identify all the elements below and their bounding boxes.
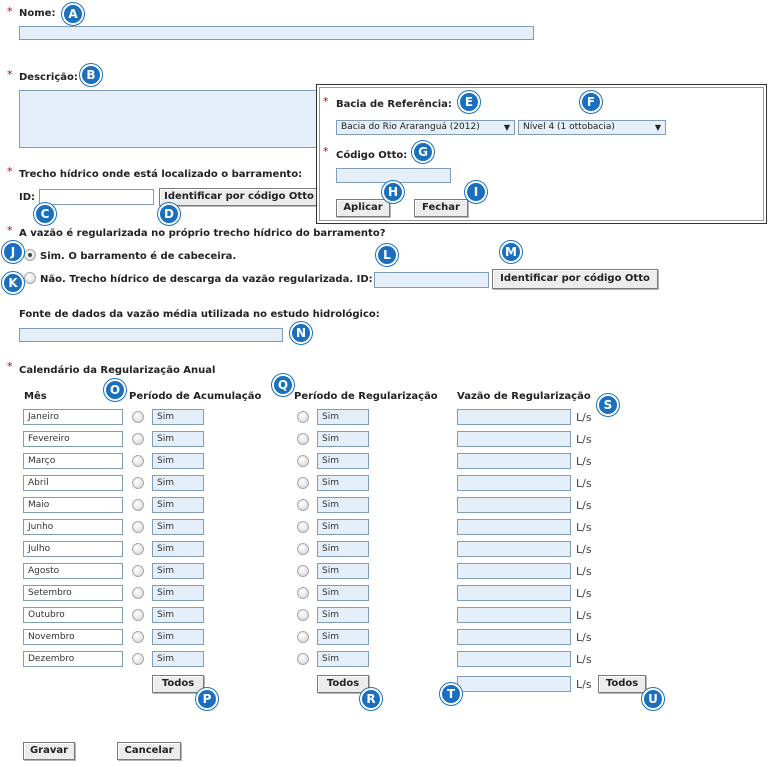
marker-k: K — [2, 272, 24, 294]
regularizacao-radio[interactable] — [297, 433, 309, 445]
marker-q: Q — [272, 374, 294, 396]
unit-label: L/s — [576, 587, 592, 600]
codigo-otto-label: Código Otto: — [336, 150, 408, 161]
required-mark: * — [323, 95, 329, 108]
regularizacao-field[interactable]: Sim — [317, 497, 369, 513]
unit-label: L/s — [576, 411, 592, 424]
month-name-field[interactable]: Dezembro — [23, 651, 123, 667]
month-name-field[interactable]: Maio — [23, 497, 123, 513]
vazao-input[interactable] — [457, 541, 571, 557]
marker-t: T — [440, 683, 462, 705]
unit-label: L/s — [576, 565, 592, 578]
chevron-down-icon: ▼ — [503, 123, 510, 132]
acumulacao-field[interactable]: Sim — [152, 409, 204, 425]
acumulacao-radio[interactable] — [132, 499, 144, 511]
marker-s: S — [597, 394, 619, 416]
acumulacao-radio[interactable] — [132, 565, 144, 577]
required-mark: * — [7, 224, 13, 237]
vazao-input[interactable] — [457, 519, 571, 535]
acumulacao-radio[interactable] — [132, 631, 144, 643]
regularizacao-field[interactable]: Sim — [317, 607, 369, 623]
vazao-input[interactable] — [457, 475, 571, 491]
regularizacao-radio[interactable] — [297, 411, 309, 423]
marker-p: P — [196, 688, 218, 710]
calendario-title: Calendário da Regularização Anual — [19, 365, 216, 376]
fonte-input[interactable] — [19, 328, 283, 342]
nivel-select-value: Nível 4 (1 ottobacia) — [523, 122, 615, 132]
bacia-label: Bacia de Referência: — [336, 99, 452, 110]
marker-r: R — [360, 688, 382, 710]
acumulacao-field[interactable]: Sim — [152, 629, 204, 645]
todos-regularizacao-button[interactable]: Todos — [317, 675, 369, 693]
acumulacao-field[interactable]: Sim — [152, 475, 204, 491]
marker-n: N — [290, 322, 312, 344]
acumulacao-radio[interactable] — [132, 543, 144, 555]
chevron-down-icon: ▼ — [654, 123, 661, 132]
nivel-select[interactable] — [518, 120, 666, 135]
acumulacao-field[interactable]: Sim — [152, 431, 204, 447]
marker-a: A — [62, 3, 84, 25]
unit-label: L/s — [576, 521, 592, 534]
regularizacao-radio[interactable] — [297, 609, 309, 621]
unit-label: L/s — [576, 653, 592, 666]
marker-j: J — [2, 241, 24, 263]
vazao-question-label: A vazão é regularizada no próprio trecho hídrico do barramento? — [19, 228, 386, 239]
regularizacao-field[interactable]: Sim — [317, 541, 369, 557]
regularizacao-field[interactable]: Sim — [317, 629, 369, 645]
trecho-label: Trecho hídrico onde está localizado o barramento: — [19, 169, 303, 180]
regularizacao-radio[interactable] — [297, 653, 309, 665]
required-mark: * — [323, 145, 329, 158]
acumulacao-radio[interactable] — [132, 587, 144, 599]
trecho-id-input[interactable] — [39, 189, 154, 205]
radio-nao[interactable] — [24, 272, 36, 284]
gravar-button[interactable]: Gravar — [23, 742, 75, 760]
month-name-field[interactable]: Fevereiro — [23, 431, 123, 447]
marker-i: I — [465, 181, 487, 203]
regularizacao-field[interactable]: Sim — [317, 453, 369, 469]
col-acumulacao-header: Período de Acumulação — [129, 391, 262, 402]
radio-nao-label: Não. Trecho hídrico de descarga da vazão regularizada. ID: — [40, 274, 373, 285]
acumulacao-radio[interactable] — [132, 455, 144, 467]
unit-label: L/s — [576, 433, 592, 446]
regularizacao-field[interactable]: Sim — [317, 651, 369, 667]
acumulacao-field[interactable]: Sim — [152, 585, 204, 601]
regularizacao-radio[interactable] — [297, 543, 309, 555]
trecho-id-label: ID: — [19, 192, 36, 203]
aplicar-button[interactable]: Aplicar — [336, 199, 390, 217]
unit-label: L/s — [576, 543, 592, 556]
month-name-field[interactable]: Abril — [23, 475, 123, 491]
acumulacao-radio[interactable] — [132, 653, 144, 665]
fonte-label: Fonte de dados da vazão média utilizada no estudo hidrológico: — [19, 309, 380, 320]
col-vazao-header: Vazão de Regularização — [457, 391, 591, 402]
regularizacao-field[interactable]: Sim — [317, 563, 369, 579]
marker-m: M — [500, 241, 522, 263]
todos-acumulacao-button[interactable]: Todos — [152, 675, 204, 693]
unit-label: L/s — [576, 477, 592, 490]
acumulacao-field[interactable]: Sim — [152, 453, 204, 469]
otto-search-panel — [316, 84, 767, 224]
bacia-select[interactable] — [336, 120, 515, 135]
month-name-field[interactable]: Outubro — [23, 607, 123, 623]
regularizacao-radio[interactable] — [297, 499, 309, 511]
unit-label: L/s — [576, 455, 592, 468]
unit-label: L/s — [576, 499, 592, 512]
identify-otto-descarga-button[interactable]: Identificar por código Otto — [492, 269, 658, 289]
identify-otto-button[interactable]: Identificar por código Otto — [159, 188, 319, 206]
bacia-select-value: Bacia do Rio Araranguá (2012) — [341, 122, 480, 132]
unit-label: L/s — [576, 631, 592, 644]
radio-sim[interactable] — [24, 249, 36, 261]
marker-h: H — [382, 181, 404, 203]
acumulacao-radio[interactable] — [132, 609, 144, 621]
marker-b: B — [80, 64, 102, 86]
acumulacao-field[interactable]: Sim — [152, 541, 204, 557]
marker-e: E — [458, 91, 480, 113]
acumulacao-radio[interactable] — [132, 411, 144, 423]
acumulacao-field[interactable]: Sim — [152, 607, 204, 623]
regularizacao-field[interactable]: Sim — [317, 475, 369, 491]
acumulacao-radio[interactable] — [132, 477, 144, 489]
vazao-input[interactable] — [457, 409, 571, 425]
descricao-textarea[interactable] — [19, 90, 319, 148]
required-mark: * — [7, 5, 13, 18]
unit-label: L/s — [576, 609, 592, 622]
cancelar-button[interactable]: Cancelar — [117, 742, 181, 760]
month-name-field[interactable]: Agosto — [23, 563, 123, 579]
marker-d: D — [158, 203, 180, 225]
radio-sim-label: Sim. O barramento é de cabeceira. — [40, 251, 237, 262]
regularizacao-field[interactable]: Sim — [317, 585, 369, 601]
col-mes-header: Mês — [24, 391, 47, 402]
todos-vazao-button[interactable]: Todos — [598, 675, 646, 693]
month-name-field[interactable]: Janeiro — [23, 409, 123, 425]
vazao-input[interactable] — [457, 651, 571, 667]
marker-u: U — [642, 688, 664, 710]
required-mark: * — [7, 360, 13, 373]
regularizacao-radio[interactable] — [297, 631, 309, 643]
regularizacao-radio[interactable] — [297, 477, 309, 489]
vazao-input[interactable] — [457, 563, 571, 579]
descricao-label: Descrição: — [19, 72, 78, 83]
descarga-id-input[interactable] — [374, 272, 489, 288]
regularizacao-radio[interactable] — [297, 455, 309, 467]
vazao-todos-input[interactable] — [457, 676, 571, 692]
regularizacao-radio[interactable] — [297, 521, 309, 533]
marker-f: F — [580, 91, 602, 113]
vazao-input[interactable] — [457, 431, 571, 447]
marker-c: C — [34, 203, 56, 225]
required-mark: * — [7, 68, 13, 81]
vazao-input[interactable] — [457, 497, 571, 513]
marker-g: G — [412, 141, 434, 163]
month-name-field[interactable]: Setembro — [23, 585, 123, 601]
marker-l: L — [376, 244, 398, 266]
unit-label: L/s — [576, 678, 592, 691]
acumulacao-field[interactable]: Sim — [152, 651, 204, 667]
month-name-field[interactable]: Junho — [23, 519, 123, 535]
regularizacao-radio[interactable] — [297, 565, 309, 577]
regularizacao-field[interactable]: Sim — [317, 409, 369, 425]
month-name-field[interactable]: Julho — [23, 541, 123, 557]
acumulacao-radio[interactable] — [132, 433, 144, 445]
acumulacao-radio[interactable] — [132, 521, 144, 533]
month-name-field[interactable]: Novembro — [23, 629, 123, 645]
required-mark: * — [7, 165, 13, 178]
regularizacao-field[interactable]: Sim — [317, 431, 369, 447]
vazao-input[interactable] — [457, 629, 571, 645]
col-regularizacao-header: Período de Regularização — [294, 391, 438, 402]
acumulacao-field[interactable]: Sim — [152, 519, 204, 535]
acumulacao-field[interactable]: Sim — [152, 563, 204, 579]
acumulacao-field[interactable]: Sim — [152, 497, 204, 513]
vazao-input[interactable] — [457, 585, 571, 601]
vazao-input[interactable] — [457, 453, 571, 469]
regularizacao-radio[interactable] — [297, 587, 309, 599]
nome-label: Nome: — [19, 8, 56, 19]
regularizacao-field[interactable]: Sim — [317, 519, 369, 535]
month-name-field[interactable]: Março — [23, 453, 123, 469]
fechar-button[interactable]: Fechar — [414, 199, 468, 217]
vazao-input[interactable] — [457, 607, 571, 623]
marker-o: O — [104, 379, 126, 401]
nome-input[interactable] — [19, 26, 534, 40]
